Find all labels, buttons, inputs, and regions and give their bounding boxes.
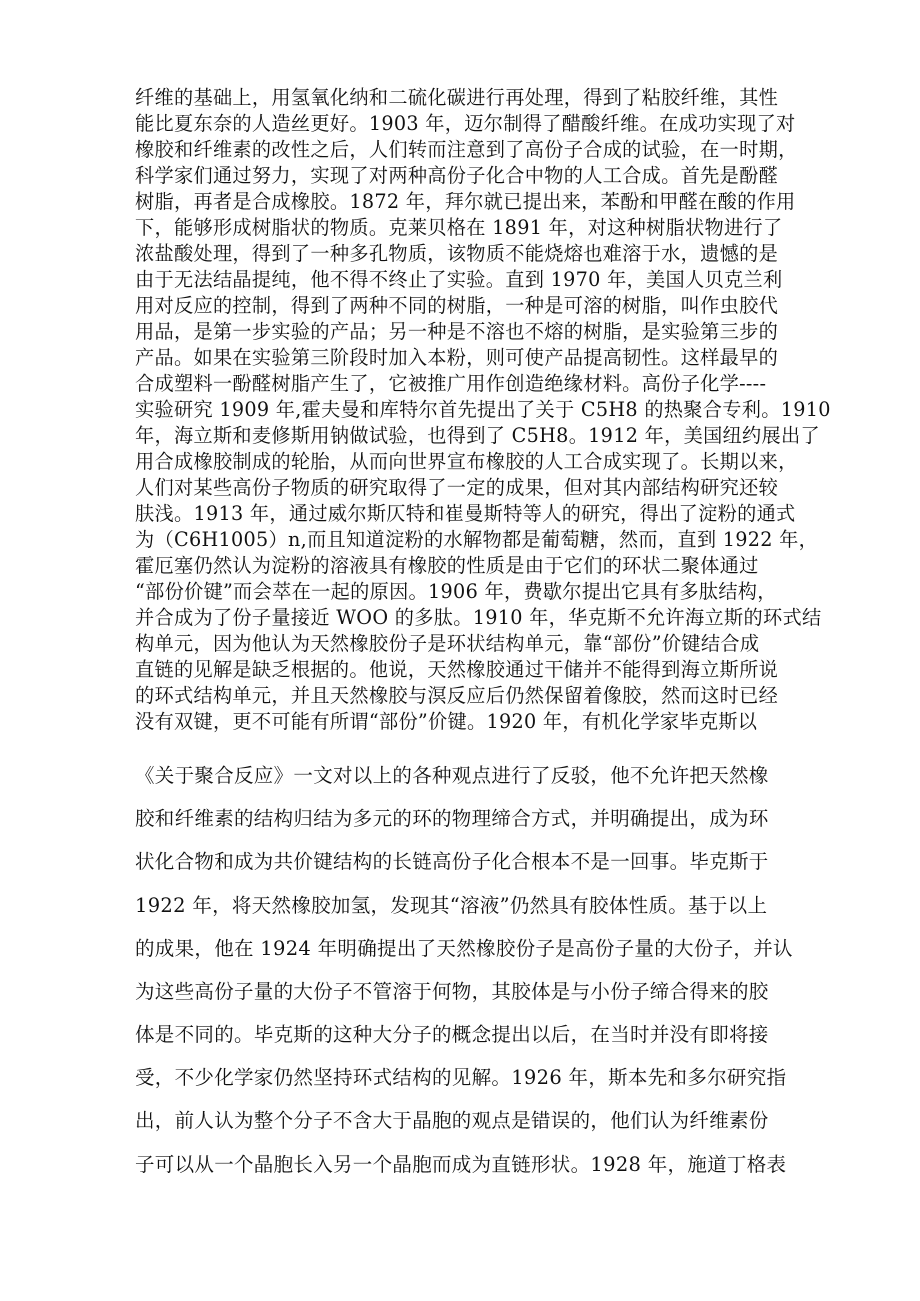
text-line: 能比夏东奈的人造丝更好。1903 年，迈尔制得了醋酸纤维。在成功实现了对 xyxy=(135,112,796,135)
text-line: 实验研究 1909 年,霍夫曼和库特尔首先提出了关于 C5H8 的热聚合专利。1910 xyxy=(135,398,831,421)
text-line: 霍厄塞仍然认为淀粉的溶液具有橡胶的性质是由于它们的环状二聚体通过 xyxy=(135,554,759,577)
text-line: 出，前人认为整个分子不含大于晶胞的观点是错误的，他们认为纤维素份 xyxy=(135,1109,769,1132)
text-line: 状化合物和成为共价键结构的长链高份子化合根本不是一回事。毕克斯于 xyxy=(135,850,769,873)
text-line: 用品，是第一步实验的产品；另一种是不溶也不熔的树脂，是实验第三步的 xyxy=(135,320,779,343)
text-line: 为（C6H1005）n,而且知道淀粉的水解物都是葡萄糖，然而，直到 1922 年， xyxy=(135,528,819,551)
text-line: 橡胶和纤维素的改性之后，人们转而注意到了高份子合成的试验，在一时期， xyxy=(135,138,798,161)
text-line: 《关于聚合反应》一文对以上的各种观点进行了反驳，他不允许把天然橡 xyxy=(135,764,769,787)
text-line: 体是不同的。毕克斯的这种大分子的概念提出以后，在当时并没有即将接 xyxy=(135,1023,769,1046)
text-line: 肤浅。1913 年，通过威尔斯仄特和崔曼斯特等人的研究，得出了淀粉的通式 xyxy=(135,502,796,525)
text-line: 纤维的基础上，用氢氧化纳和二硫化碳进行再处理，得到了粘胶纤维，其性 xyxy=(135,86,779,109)
text-line: 胶和纤维素的结构归结为多元的环的物理缔合方式，并明确提出，成为环 xyxy=(135,807,769,830)
text-line: 树脂，再者是合成橡胶。1872 年，拜尔就已提出来，苯酚和甲醛在酸的作用 xyxy=(135,190,796,213)
text-line: 人们对某些高份子物质的研究取得了一定的成果，但对其内部结构研究还较 xyxy=(135,476,779,499)
text-line: 用对反应的控制，得到了两种不同的树脂，一种是可溶的树脂，叫作虫胶代 xyxy=(135,294,779,317)
text-line: 并合成为了份子量接近 WOO 的多肽。1910 年，华克斯不允许海立斯的环式结 xyxy=(135,606,822,629)
text-line: 科学家们通过努力，实现了对两种高份子化合中物的人工合成。首先是酚醛 xyxy=(135,164,779,187)
text-line: 受，不少化学家仍然坚持环式结构的见解。1926 年，斯本先和多尔研究指 xyxy=(135,1066,787,1089)
text-line: 用合成橡胶制成的轮胎，从而向世界宣布橡胶的人工合成实现了。长期以来， xyxy=(135,450,798,473)
text-line: 子可以从一个晶胞长入另一个晶胞而成为直链形状。1928 年，施道丁格表 xyxy=(135,1153,787,1176)
text-line: 由于无法结晶提纯，他不得不终止了实验。直到 1970 年，美国人贝克兰利 xyxy=(135,268,783,291)
text-line: 的成果，他在 1924 年明确提出了天然橡胶份子是高份子量的大份子，并认 xyxy=(135,937,793,960)
text-line: 合成塑料一酚醛树脂产生了，它被推广用作创造绝缘材料。高份子化学---- xyxy=(135,372,767,395)
text-line: 浓盐酸处理，得到了一种多孔物质，该物质不能烧熔也难溶于水，遗憾的是 xyxy=(135,242,779,265)
text-line: 产品。如果在实验第三阶段时加入本粉，则可使产品提高韧性。这样最早的 xyxy=(135,346,779,369)
text-line: 下，能够形成树脂状的物质。克莱贝格在 1891 年，对这种树脂状物进行了 xyxy=(135,216,783,239)
text-line: 直链的见解是缺乏根据的。他说，天然橡胶通过干储并不能得到海立斯所说 xyxy=(135,658,779,681)
text-line: 年，海立斯和麦修斯用钠做试验，也得到了 C5H8。1912 年，美国纽约展出了 xyxy=(135,424,820,447)
text-line: 1922 年，将天然橡胶加氢，发现其“溶液”仍然具有胶体性质。基于以上 xyxy=(135,894,768,917)
text-line: “部份价键”而会萃在一起的原因。1906 年，费歇尔提出它具有多肽结构， xyxy=(135,580,777,603)
text-line: 为这些高份子量的大份子不管溶于何物，其胶体是与小份子缔合得来的胶 xyxy=(135,980,769,1003)
text-line: 的环式结构单元，并且天然橡胶与溟反应后仍然保留着像胶，然而这时已经 xyxy=(135,684,779,707)
text-line: 没有双键，更不可能有所谓“部份”价键。1920 年，有机化学家毕克斯以 xyxy=(135,710,758,733)
text-line: 构单元，因为他认为天然橡胶份子是环状结构单元，靠“部份”价键结合成 xyxy=(135,632,760,655)
